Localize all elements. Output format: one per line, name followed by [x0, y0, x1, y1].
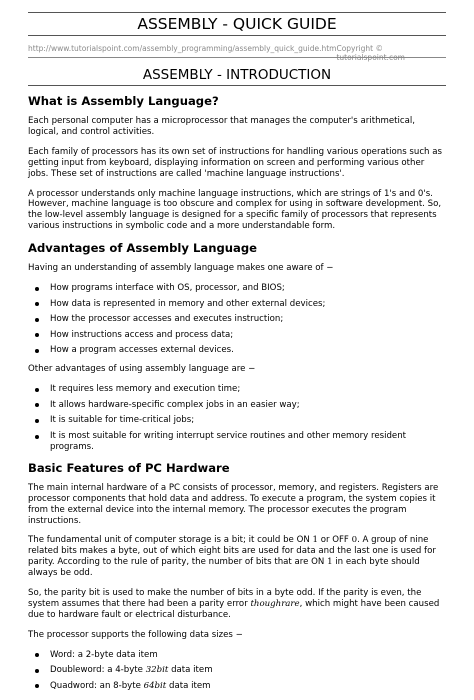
- source-line: [28, 44, 446, 62]
- list-item: It is suitable for time-critical jobs;: [28, 415, 446, 426]
- paragraph: Each family of processors has its own set of instructions for handling various operations such as getting input from keyboard, displaying information on screen and performing various other jobs. These set of instructions are called 'machine language instructions'.: [28, 146, 442, 179]
- heading-pc-hardware: Basic Features of PC Hardware: [28, 460, 230, 475]
- list-item: Doubleword: a 4-byte 32bit data item: [28, 665, 446, 676]
- inline-term: 64bit: [143, 680, 167, 691]
- main-content: [28, 90, 446, 700]
- list-item: How data is represented in memory and other external devices;: [28, 299, 446, 310]
- inline-term: 32bit: [145, 665, 169, 676]
- header-divider: [28, 57, 446, 58]
- list-item: It requires less memory and execution time;: [28, 384, 446, 395]
- list-item: It allows hardware-specific complex jobs in an easier way;: [28, 400, 446, 411]
- source-url[interactable]: http://www.tutorialspoint.com/assembly_programming/assembly_quick_guide.htm: [28, 44, 337, 53]
- heading-advantages: Advantages of Assembly Language: [28, 241, 258, 256]
- paragraph: A processor understands only machine language instructions, which are strings of 1's and 0's. However, machine language is too obscure and complex for using in software development. So, the low-level assembly language is designed for a specific family of processors that represents various instructions in symbolic code and a more understandable form.: [28, 188, 442, 232]
- other-advantages-list: [28, 384, 446, 453]
- paragraph: So, the parity bit is used to make the number of bits in a byte odd. If the parity is even, the system assumes that there had been a parity error thoughrare, which might have been caused due to hardware fault or electrical disturbance.: [28, 588, 440, 620]
- heading-what-is-assembly: What is Assembly Language?: [28, 94, 219, 108]
- list-item: It is most suitable for writing interrupt service routines and other memory resident programs.: [28, 431, 446, 453]
- paragraph: The fundamental unit of computer storage is a bit; it could be ON 1 or OFF 0. A group of nine related bits makes a byte, out of which eight bits are used for data and the last one is used for parity. According to the rule of parity, the number of bits that are ON 1 in each byte should always be odd.: [28, 535, 436, 579]
- list-item: How instructions access and process data;: [28, 330, 446, 341]
- paragraph: Each personal computer has a microprocessor that manages the computer's arithmetical, logical, and control activities.: [28, 116, 416, 137]
- list-item: How the processor accesses and executes instruction;: [28, 314, 446, 325]
- paragraph: The processor supports the following data sizes −: [28, 629, 243, 640]
- list-item: How a program accesses external devices.: [28, 345, 446, 356]
- section-title: ASSEMBLY - INTRODUCTION: [28, 65, 446, 86]
- inline-value: 1: [327, 557, 333, 568]
- list-item: How programs interface with OS, processor, and BIOS;: [28, 283, 446, 294]
- paragraph: Having an understanding of assembly language makes one aware of −: [28, 263, 334, 274]
- inline-term: thoughrare: [250, 599, 300, 609]
- list-item: Quadword: an 8-byte 64bit data item: [28, 681, 446, 692]
- guide-title: ASSEMBLY - QUICK GUIDE: [28, 12, 446, 36]
- inline-value: 0: [351, 535, 358, 546]
- list-item: Word: a 2-byte data item: [28, 650, 446, 661]
- copyright-notice: Copyright © tutorialspoint.com: [336, 44, 405, 62]
- paragraph: Other advantages of using assembly language are −: [28, 364, 256, 375]
- advantages-list: [28, 283, 446, 356]
- paragraph: The main internal hardware of a PC consists of processor, memory, and registers. Registers are processor components that hold data and address. To execute a program, the system copies it from the external device into the internal memory. The processor executes the program instructions.: [28, 482, 439, 526]
- inline-value: 1: [312, 535, 318, 546]
- data-sizes-list: [28, 650, 446, 692]
